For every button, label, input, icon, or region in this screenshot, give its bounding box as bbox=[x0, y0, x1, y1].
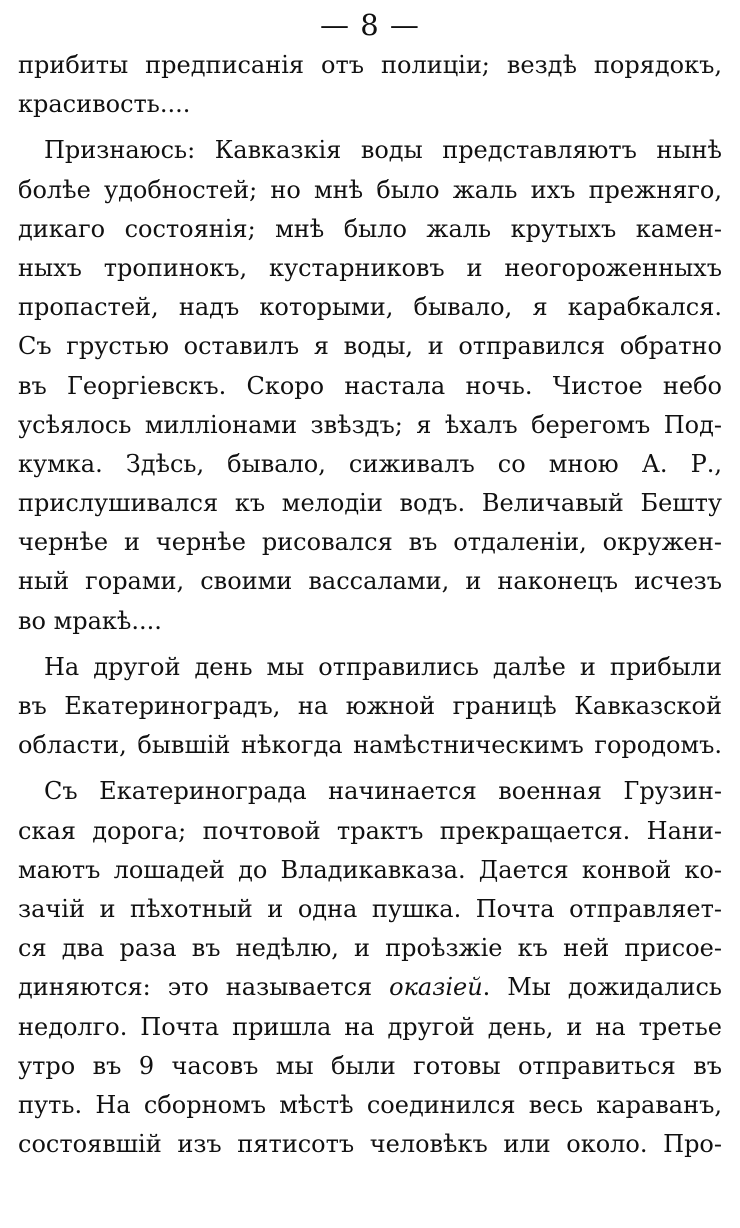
text-line: Признаюсь: Кавказкія воды представляютъ нынѣ bbox=[44, 136, 722, 165]
text-line: недолго. Почта пришла на другой день, и на третье bbox=[18, 1012, 722, 1041]
page-number: — 8 — bbox=[320, 8, 420, 42]
paragraph-gap bbox=[18, 765, 722, 772]
paragraph-gap bbox=[18, 641, 722, 648]
text-line: ный горами, своими вассалами, и наконецъ исчезъ bbox=[18, 567, 722, 596]
text-line: прибиты предписанія отъ полиціи; вездѣ порядокъ, bbox=[18, 51, 722, 79]
text-line: состоявшій изъ пятисотъ человѣкъ или около. Про- bbox=[18, 1130, 722, 1159]
paragraph-gap bbox=[18, 124, 722, 131]
text-line: красивость.... bbox=[18, 90, 191, 119]
paragraph-4 bbox=[18, 772, 722, 1164]
text-line: въ Екатериноградъ, на южной границѣ Кавказской bbox=[18, 692, 722, 720]
text-line: усѣялось милліонами звѣздъ; я ѣхалъ берегомъ Под- bbox=[18, 410, 722, 439]
text-fragment: . Мы дожидались bbox=[482, 973, 722, 1002]
text-line: кумка. Здѣсь, бывало, сиживалъ со мною А. Р., bbox=[18, 449, 722, 478]
text-line-with-emphasis bbox=[18, 968, 722, 1007]
text-line: ныхъ тропинокъ, кустарниковъ и неогороженныхъ bbox=[18, 253, 722, 282]
text-line: путь. На сборномъ мѣстѣ соединился весь караванъ, bbox=[18, 1090, 722, 1119]
text-line: прислушивался къ мелодіи водъ. Величавый Бешту bbox=[18, 489, 722, 518]
emphasized-word: оказіей bbox=[389, 973, 483, 1002]
text-line: во мракѣ.... bbox=[18, 606, 162, 635]
text-line: чернѣе и чернѣе рисовался въ отдаленіи, окружен- bbox=[18, 528, 722, 557]
text-line: болѣе удобностей; но мнѣ было жаль ихъ прежняго, bbox=[18, 175, 722, 204]
text-line: Съ Екатеринограда начинается военная Грузин- bbox=[44, 777, 722, 806]
text-line: области, бывшій нѣкогда намѣстническимъ городомъ. bbox=[18, 731, 722, 760]
paragraph-2 bbox=[18, 131, 722, 640]
text-line: На другой день мы отправились далѣе и прибыли bbox=[44, 652, 722, 681]
text-line: маютъ лошадей до Владикавказа. Дается конвой ко- bbox=[18, 855, 722, 884]
paragraph-1 bbox=[18, 46, 722, 124]
text-line: Съ грустью оставилъ я воды, и отправился обратно bbox=[18, 332, 722, 361]
text-line: зачій и пѣхотный и одна пушка. Почта отправляет- bbox=[18, 894, 722, 923]
text-line: дикаго состоянія; мнѣ было жаль крутыхъ камен- bbox=[18, 214, 722, 243]
text-line: пропастей, надъ которыми, бывало, я карабкался. bbox=[18, 293, 722, 322]
text-line: утро въ 9 часовъ мы были готовы отправиться въ bbox=[18, 1051, 722, 1080]
text-line: въ Георгіевскъ. Скоро настала ночь. Чистое небо bbox=[18, 371, 722, 400]
text-line: ская дорога; почтовой трактъ прекращается. Нани- bbox=[18, 816, 722, 845]
paragraph-3 bbox=[18, 648, 722, 766]
text-fragment: диняются: это называется bbox=[18, 973, 373, 1002]
document-page bbox=[18, 6, 722, 1164]
text-line: ся два раза въ недѣлю, и проѣзжіе къ ней присое- bbox=[18, 934, 722, 963]
